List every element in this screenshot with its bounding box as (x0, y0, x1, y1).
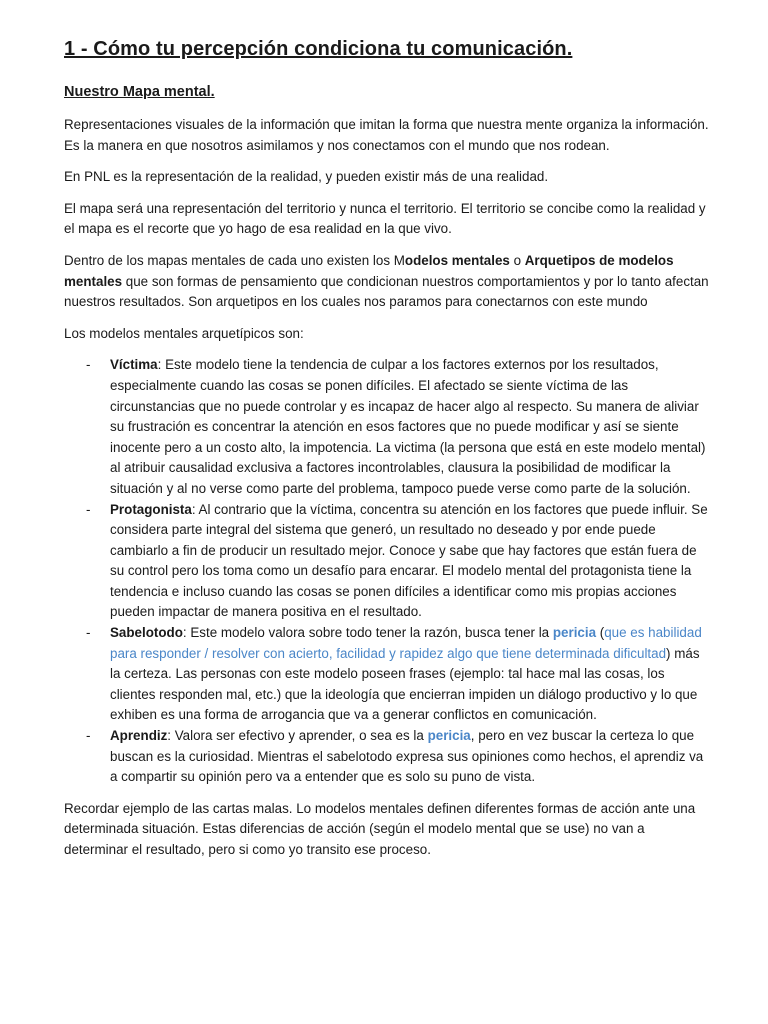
model-text-aprendiz: : Valora ser efectivo y aprender, o sea es la (167, 728, 428, 744)
model-text-sabelotodo-cont: ) más la certeza. Las personas con este modelo poseen frases (ejemplo: tal hace mal las cosas, los clientes responden mal, etc.) que la ideología que encierran impiden un diálogo productivo y lo que exhiben es una forma de arrogancia que va a generar conflictos en comunicación. (110, 645, 700, 723)
section-heading: Nuestro Mapa mental. (64, 84, 215, 100)
text-run: que son formas de pensamiento que condicionan nuestros comportamientos y por lo tanto afectan nuestros resultados. Son arquetipos en los cuales nos paramos para conectarnos con este mundo (64, 273, 709, 310)
model-text-sabelotodo: : Este modelo valora sobre todo tener la razón, busca tener la (182, 625, 553, 641)
text-run: Dentro de los mapas mentales de cada uno existen los M (64, 252, 405, 268)
paragraph-conclusion: Recordar ejemplo de las cartas malas. Lo modelos mentales definen diferentes formas de acción ante una determinada situación. Estas diferencias de acción (según el modelo mental que se use) no van a determinar el resultado, pero si como yo transito ese proceso. (64, 800, 696, 857)
bold-term-modelos: odelos mentales (404, 252, 510, 268)
bullet-dash: - (86, 625, 91, 641)
paragraph-mental-models (64, 251, 712, 313)
model-name-victima: Víctima (110, 357, 158, 373)
pericia-definition: que es habilidad para responder / resolver con acierto, facilidad y rapidez algo que tiene determinada dificultad (110, 625, 702, 661)
page-title: 1 - Cómo tu percepción condiciona tu comunicación. (64, 38, 573, 60)
paragraph-territory: El mapa será una representación del territorio y nunca el territorio. El territorio se concibe como la realidad y el mapa es el recorte que yo hago de esa realidad en la que vivo. (64, 200, 706, 237)
model-name-sabelotodo: Sabelotodo (110, 625, 183, 641)
model-text-aprendiz-cont: , pero en vez buscar la certeza lo que buscan es la curiosidad. Mientras el sabelotodo expresa sus opiniones como hechos, el aprendiz va a compartir su opinión pero va a entender que es solo su puno de vista. (110, 728, 704, 785)
bold-term-arquetipos: Arquetipos de modelos mentales (64, 252, 674, 289)
paragraph-definition: Representaciones visuales de la información que imitan la forma que nuestra mente organiza la información. Es la manera en que nosotros asimilamos y nos conectamos con el mundo que nos rodean. (64, 117, 709, 153)
bullet-dash: - (86, 501, 91, 517)
bullet-dash: - (86, 728, 91, 744)
model-name-aprendiz: Aprendiz (110, 728, 168, 744)
list-item-victima (64, 355, 712, 499)
models-list (64, 355, 712, 787)
text-run: o (509, 252, 525, 268)
bullet-dash: - (86, 357, 91, 373)
pericia-term: pericia (552, 625, 597, 641)
paragraph-pnl: En PNL es la representación de la realidad, y pueden existir más de una realidad. (64, 169, 549, 185)
list-item-aprendiz (64, 726, 712, 788)
model-text-protagonista: : Al contrario que la víctima, concentra su atención en los factores que puede influir. Se considera parte integral del sistema que generó, un resultado no deseado y por ende puede cambiarlo a fin de producir un resultado mejor. Conoce y sabe que hay factores que están fuera de su control pero los toma como un desafío para encarar. El modelo mental del protagonista tiene la tendencia e incluso cuando las cosas se ponen difíciles a identificar como mis propias acciones pueden impactar de manera positiva en el resultado. (110, 501, 708, 620)
list-item-protagonista (64, 500, 712, 624)
pericia-term: pericia (427, 728, 471, 744)
paren-open: ( (596, 625, 605, 641)
model-text-victima: : Este modelo tiene la tendencia de culpar a los factores externos por los resultados, especialmente cuando las cosas se ponen difíciles. El afectado se siente víctima de las circunstancias que no puede controlar y es incapaz de hacer algo al respecto. Su manera de aliviar su frustración es concentrar la atención en esos factores que no puede modificar y así se siente inocente pero a un costo alto, la impotencia. La victima (la persona que está en este modelo mental) al atribuir causalidad exclusiva a factores incontrolables, clausura la posibilidad de modificar la situación y al no verse como parte del problema, tampoco puede verse como parte de la solución. (110, 357, 706, 496)
paragraph-list-intro: Los modelos mentales arquetípicos son: (64, 325, 304, 341)
list-item-sabelotodo (64, 623, 712, 726)
model-name-protagonista: Protagonista (110, 501, 192, 517)
